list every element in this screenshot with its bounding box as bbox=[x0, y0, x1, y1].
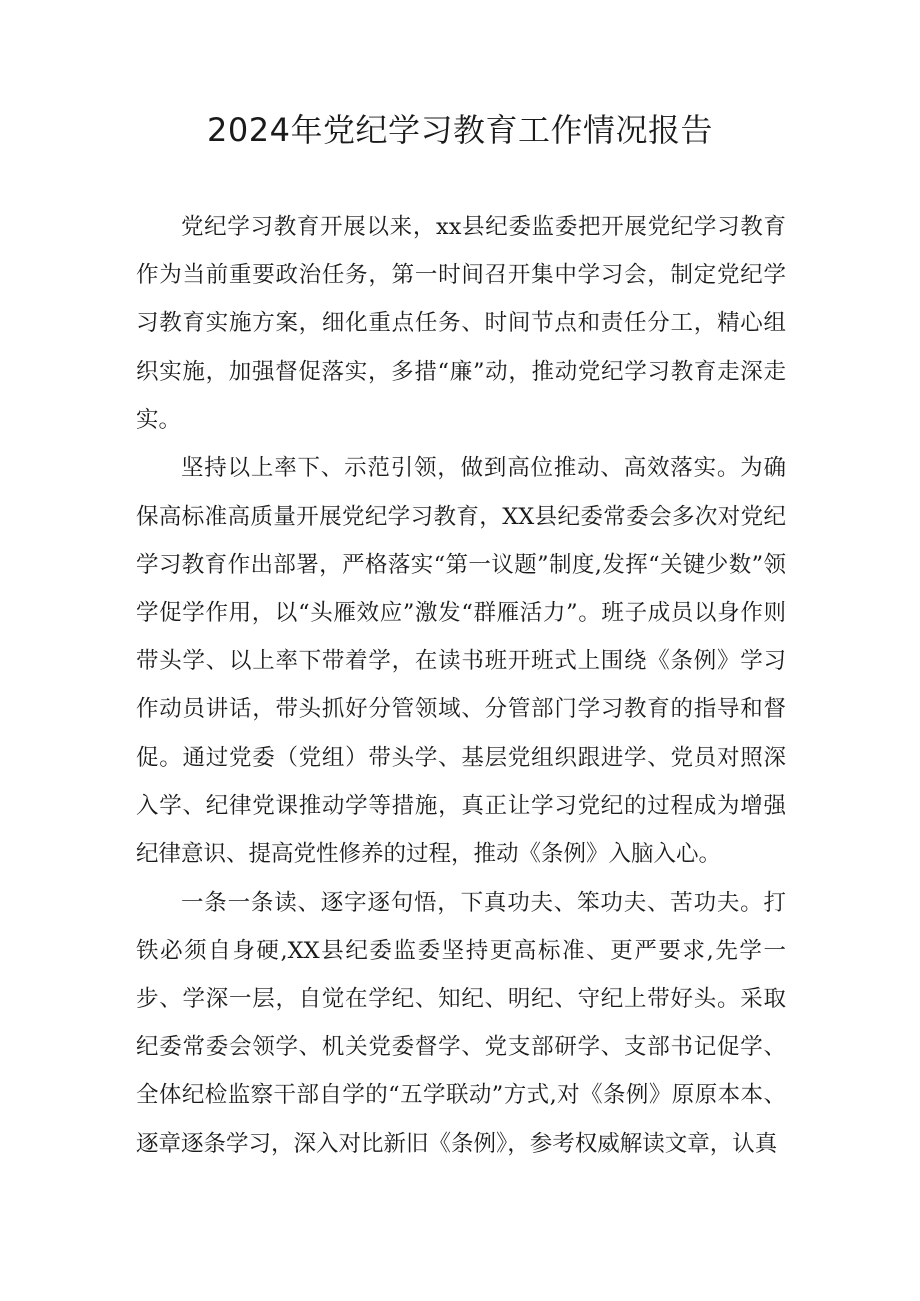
document-title: 2024年党纪学习教育工作情况报告 bbox=[207, 111, 713, 149]
paragraph-1: 党纪学习教育开展以来，xx县纪委监委把开展党纪学习教育作为当前重要政治任务，第一时间召开集中学习会，制定党纪学习教育实施方案，细化重点任务、时间节点和责任分工，精心组织实施，加强督促落实，多措“廉”动，推动党纪学习教育走深走实。 bbox=[136, 214, 786, 433]
document-body bbox=[136, 203, 786, 1168]
paragraph-2: 坚持以上率下、示范引领，做到高位推动、高效落实。为确保高标准高质量开展党纪学习教育，XX县纪委常委会多次对党纪学习教育作出部署，严格落实“第一议题”制度,发挥“关键少数”领学促学作用，以“头雁效应”激发“群雁活力”。班子成员以身作则带头学、以上率下带着学，在读书班开班式上围绕《条例》学习作动员讲话，带头抓好分管领域、分管部门学习教育的指导和督促。通过党委（党组）带头学、基层党组织跟进学、党员对照深入学、纪律党课推动学等措施，真正让学习党纪的过程成为增强纪律意识、提高党性修养的过程，推动《条例》入脑入心。 bbox=[136, 455, 786, 868]
paragraph-3: 一条一条读、逐字逐句悟，下真功夫、笨功夫、苦功夫。打铁必须自身硬,XX县纪委监委坚持更高标准、更严要求,先学一步、学深一层，自觉在学纪、知纪、明纪、守纪上带好头。采取纪委常委会领学、机关党委督学、党支部研学、支部书记促学、全体纪检监察干部自学的“五学联动”方式,对《条例》原原本本、逐章逐条学习，深入对比新旧《条例》，参考权威解读文章，认真 bbox=[136, 889, 786, 1157]
